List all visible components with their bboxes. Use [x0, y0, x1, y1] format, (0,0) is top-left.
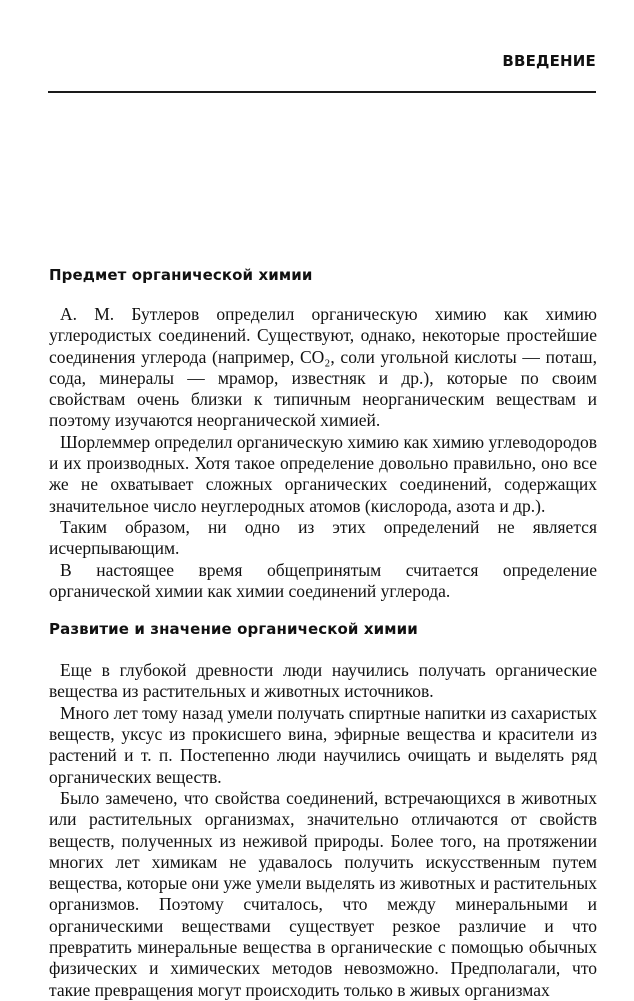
paragraph-vitalism: Было замечено, что свойства соединений, встречающихся в животных или растительных организмах, значительно отличаются от свойств веществ, полученных из неживой природы. Более того, на протяжении многих лет химикам не удавалось получить искусственным путем вещества, которые они уже умели выделять из животных и растительных организмов. Поэтому считалось, что между минеральными и органическими веществами существует резкое различие и что превратить минеральные вещества в органические с помощью обычных физических и химических методов невозможно. Предполагали, что такие превращения могут происходить только в живых организмах: [49, 787, 597, 1000]
header-rule: [48, 91, 596, 93]
paragraph-early-methods: Много лет тому назад умели получать спиртные напитки из сахаристых веществ, уксус из прокисшего вина, эфирные вещества и красители из растений и т. п. Постепенно люди научились очищать и выделять ряд органических веществ.: [49, 702, 597, 787]
paragraph-schorlemmer: Шорлеммер определил органическую химию как химию углеводородов и их производных. Хотя такое определение довольно правильно, оно все же не охватывает сложных органических соединений, содержащих значительное число неуглеродных атомов (кислорода, азота и др.).: [49, 431, 597, 516]
section-title-subject: Предмет органической химии: [49, 266, 313, 284]
page-content: [49, 258, 597, 1001]
paragraph-butlerov: А. М. Бутлеров определил органическую химию как химию углеродистых соединений. Существуют, однако, некоторые простейшие соединения углерода (например, CO₂, соли угольной кислоты — поташ, сода, минералы — мрамор, известняк и др.), которые по своим свойствам очень близки к типичным неорганическим веществам и поэтому изучаются неорганической химией.: [49, 304, 597, 431]
running-head: ВВЕДЕНИЕ: [502, 52, 596, 70]
paragraph-antiquity: Еще в глубокой древности люди научились получать органические вещества из растительных и животных источников.: [49, 660, 597, 702]
paragraph-accepted-definition: В настоящее время общепринятым считается определение органической химии как химии соединений углерода.: [49, 559, 597, 601]
section-title-development: Развитие и значение органической химии: [49, 620, 418, 639]
paragraph-not-exhaustive: Таким образом, ни одно из этих определений не является исчерпывающим.: [49, 516, 597, 559]
